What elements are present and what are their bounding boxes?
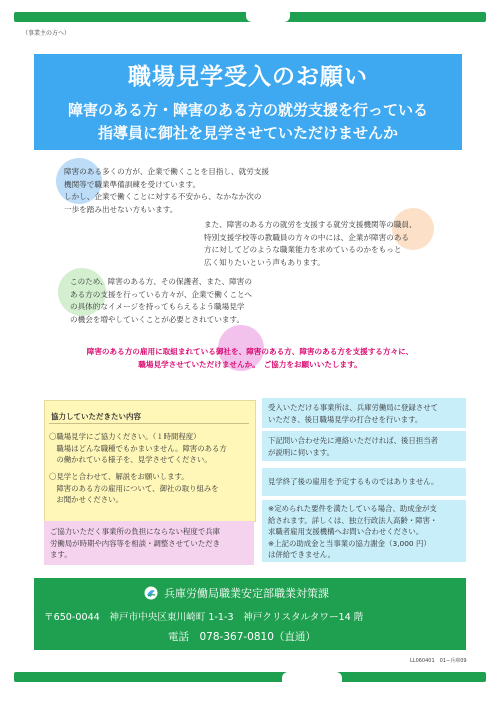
appeal-text: 障害のある方の雇用に取組まれている御社を、障害のある方、障害のある方を支援する方々に、 職場見学させていただけませんか。 ご協力をお願いいたします。 bbox=[86, 347, 414, 369]
intro-paragraph-1: 障害のある多くの方が、企業で働くことを目指し、就労支援 機関等で職業準備訓練を受けています。 しかし、企業で働くことに対する不安から、なかなか次の 一歩を踏み出せない方もいます。 bbox=[64, 167, 270, 214]
cooperation-item-2: 〇見学と合わせて、解説をお願いします。 障害のある方の雇用について、御社の取り組みを お聞かせください。 bbox=[49, 472, 219, 504]
cooperation-note: ご協力いただく事業所の負担にならない程度で兵庫 労働局が時期や内容等を相談・調整させていただき ます。 bbox=[44, 521, 254, 565]
info-box-employment: 見学終了後の雇用を予定するものではありません。 bbox=[262, 468, 466, 496]
org-name: 兵庫労働局職業安定部職業対策課 bbox=[164, 587, 329, 600]
cooperation-title: 協力していただきたい内容 bbox=[51, 412, 141, 421]
page-title: 職場見学受入のお願い bbox=[128, 64, 368, 90]
owner-label: （事業主の方へ） bbox=[22, 30, 71, 37]
intro-paragraph-3: このため、障害のある方、その保護者、また、障害の ある方の支援を行っている方々が、企業で働くことへ の具体的なイメージを持ってもらえるよう職場見学 の機会を増やしていくことが必要とされています。 bbox=[70, 277, 252, 324]
info-box-contact: 下記問い合わせ先に連絡いただければ、後日担当者 が説明に伺います。 bbox=[262, 431, 466, 461]
cooperation-box bbox=[44, 400, 256, 522]
hero-banner bbox=[34, 54, 462, 150]
hyogo-labor-bureau-logo-icon bbox=[144, 585, 158, 599]
cooperation-item-1: 〇職場見学にご協力ください。（１時間程度） 職場はどんな職種でもかまいません。障害のある方 の働かれている様子を、見学させてください。 bbox=[49, 432, 227, 464]
bottom-green-bar bbox=[14, 672, 486, 682]
address: 〒650-0044 神戸市中央区東川崎町 1-1-3 神戸クリスタルタワー14 階 bbox=[44, 612, 364, 623]
subtitle-line-2: 指導員に御社を見学させていただけませんか bbox=[97, 124, 398, 142]
phone: 電話 078-367-0810（直通） bbox=[168, 631, 316, 643]
subtitle-line-1: 障害のある方・障害のある方の就労支援を行っている bbox=[67, 101, 428, 119]
divider bbox=[49, 423, 249, 424]
info-box-registration: 受入いただける事業所は、兵庫労働局に登録させて いただき、後日職場見学の打合せを行います。 bbox=[262, 398, 466, 428]
contact-footer bbox=[34, 578, 466, 650]
info-box-subsidy: ※定められた要件を満たしている場合、助成金が支 給されます。詳しくは、独立行政法人高齢・障害・ 求職者雇用支援機構へお問い合わせください。 ※上記の助成金と当事業の協力謝金（3,000 円） は併給できません。 bbox=[262, 500, 466, 562]
intro-paragraph-2: また、障害のある方の就労を支援する就労支援機関等の職員、 特別支援学校等の教職員の方々の中には、企業が障害のある 方に対してどのような職業能力を求めているのかをもっと 広く知りたいという声もあります。 bbox=[204, 220, 417, 267]
top-green-bar bbox=[14, 12, 486, 22]
document-code: LL060401 01−兵庫09 bbox=[410, 658, 467, 664]
